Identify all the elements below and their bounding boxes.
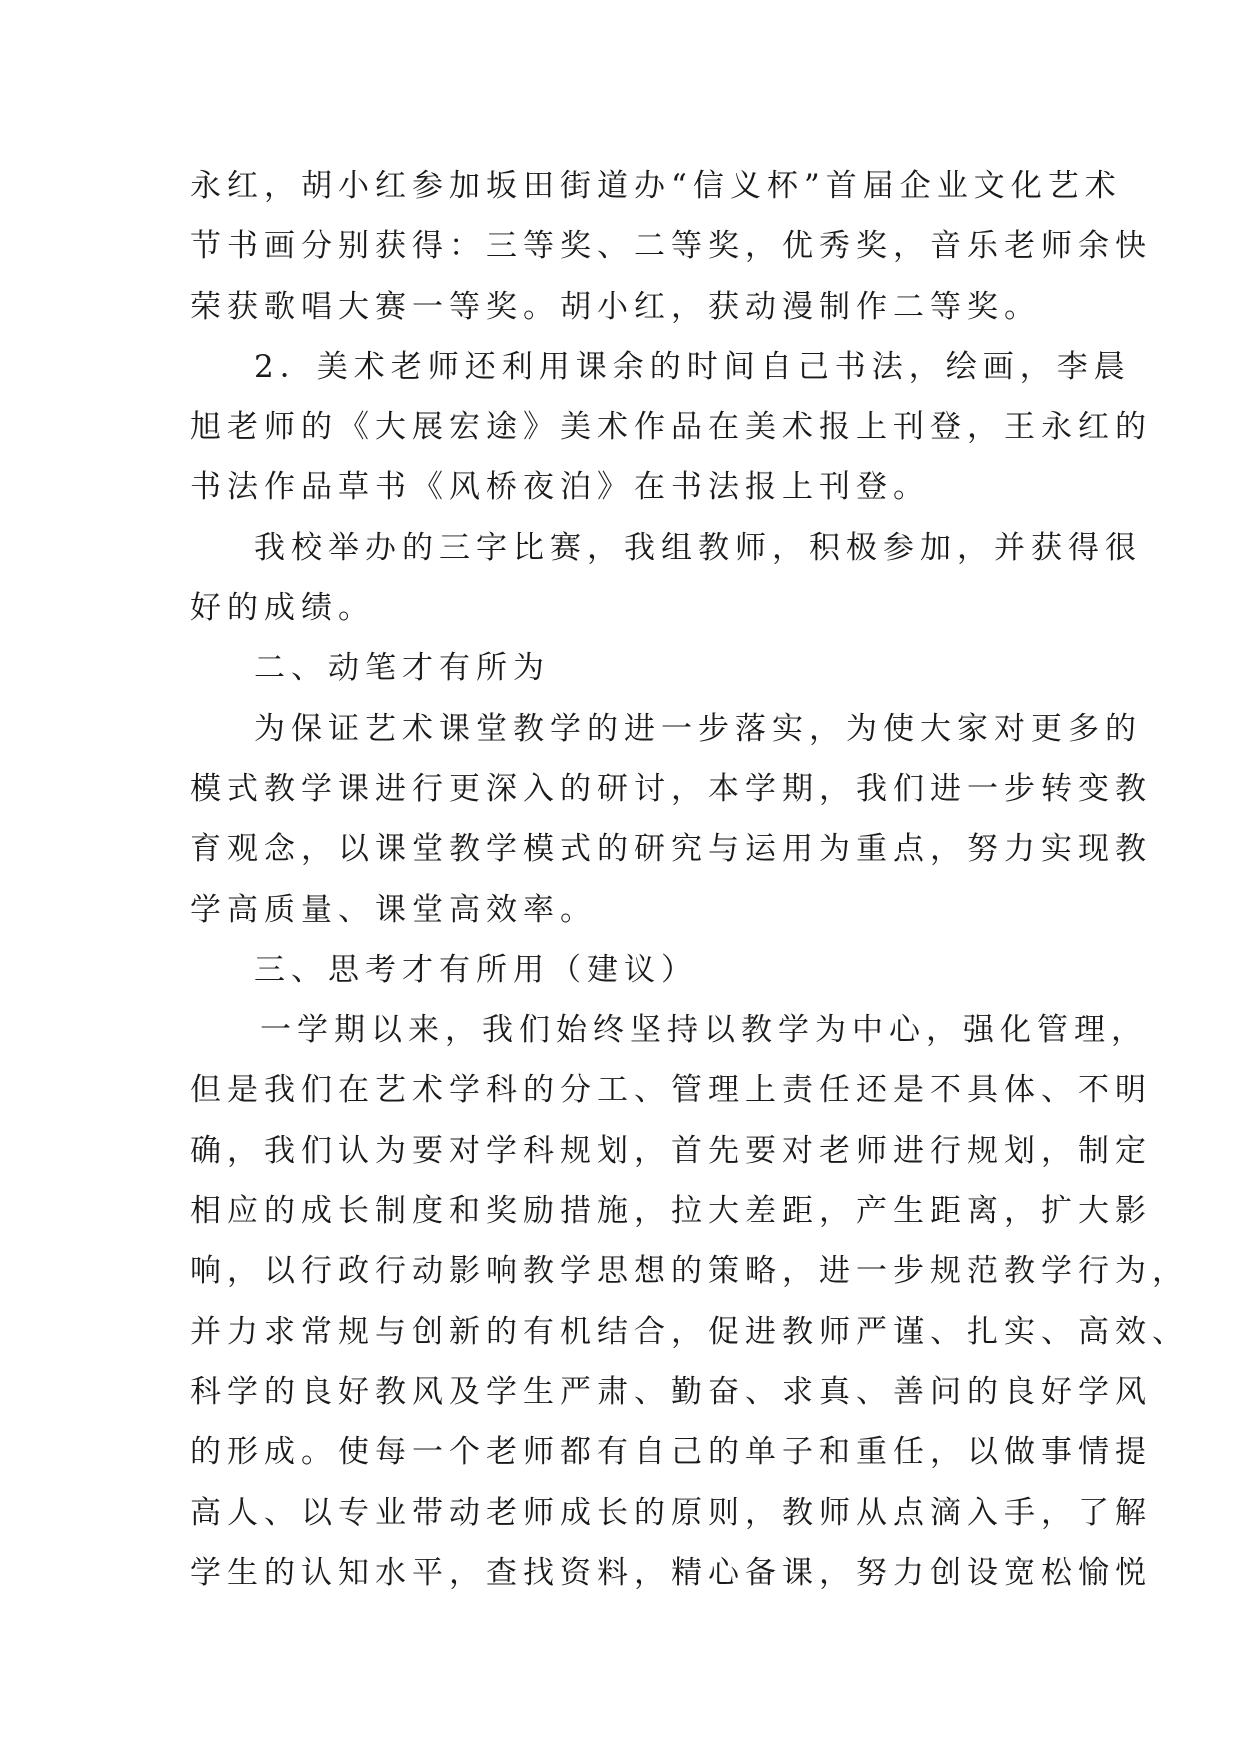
text-line: 永红，胡小红参加坂田街道办“信义杯”首届企业文化艺术 (190, 168, 1122, 204)
text-line: 育观念，以课堂教学模式的研究与运用为重点，努力实现教 (190, 831, 1152, 868)
text-line: 相应的成长制度和奖励措施，拉大差距，产生距离，扩大影 (190, 1193, 1152, 1230)
text-line: 荣获歌唱大赛一等奖。胡小红，获动漫制作二等奖。 (190, 288, 1041, 325)
text-line: 的形成。使每一个老师都有自己的单子和重任，以做事情提 (190, 1434, 1152, 1471)
text-line: 确，我们认为要对学科规划，首先要对老师进行规划，制定 (190, 1132, 1152, 1169)
text-line: 模式教学课进行更深入的研讨，本学期，我们进一步转变教 (190, 770, 1152, 807)
text-line: 书法作品草书《风桥夜泊》在书法报上刊登。 (190, 469, 930, 506)
text-line: 学生的认知水平，查找资料，精心备课，努力创设宽松愉悦 (190, 1554, 1152, 1591)
text-line: 学高质量、课堂高效率。 (190, 891, 597, 928)
section-heading: 二、动笔才有所为 (254, 650, 550, 687)
section-heading: 三、思考才有所用（建议） (254, 951, 698, 988)
text-line: 为保证艺术课堂教学的进一步落实，为使大家对更多的 (254, 710, 1142, 747)
text-line: 一学期以来，我们始终坚持以教学为中心，强化管理， (260, 1012, 1148, 1049)
text-line: 科学的良好教风及学生严肃、勤奋、求真、善问的良好学风 (190, 1373, 1152, 1410)
text-line: 我校举办的三字比赛，我组教师，积极参加，并获得很 (254, 529, 1142, 566)
text-line: 好的成绩。 (190, 590, 375, 627)
text-line: 高人、以专业带动老师成长的原则，教师从点滴入手，了解 (190, 1494, 1152, 1531)
text-line: 并力求常规与创新的有机结合，促进教师严谨、扎实、高效、 (190, 1313, 1189, 1350)
text-line: 但是我们在艺术学科的分工、管理上责任还是不具体、不明 (190, 1072, 1152, 1109)
text-line: 旭老师的《大展宏途》美术作品在美术报上刊登，王永红的 (190, 409, 1152, 446)
text-line: 节书画分别获得：三等奖、二等奖，优秀奖，音乐老师余快 (190, 228, 1152, 265)
document-body (190, 156, 1189, 1603)
text-line: 2．美术老师还利用课余的时间自己书法，绘画，李晨 (254, 348, 1131, 385)
text-line: 响，以行政行动影响教学思想的策略，进一步规范教学行为， (190, 1253, 1189, 1290)
